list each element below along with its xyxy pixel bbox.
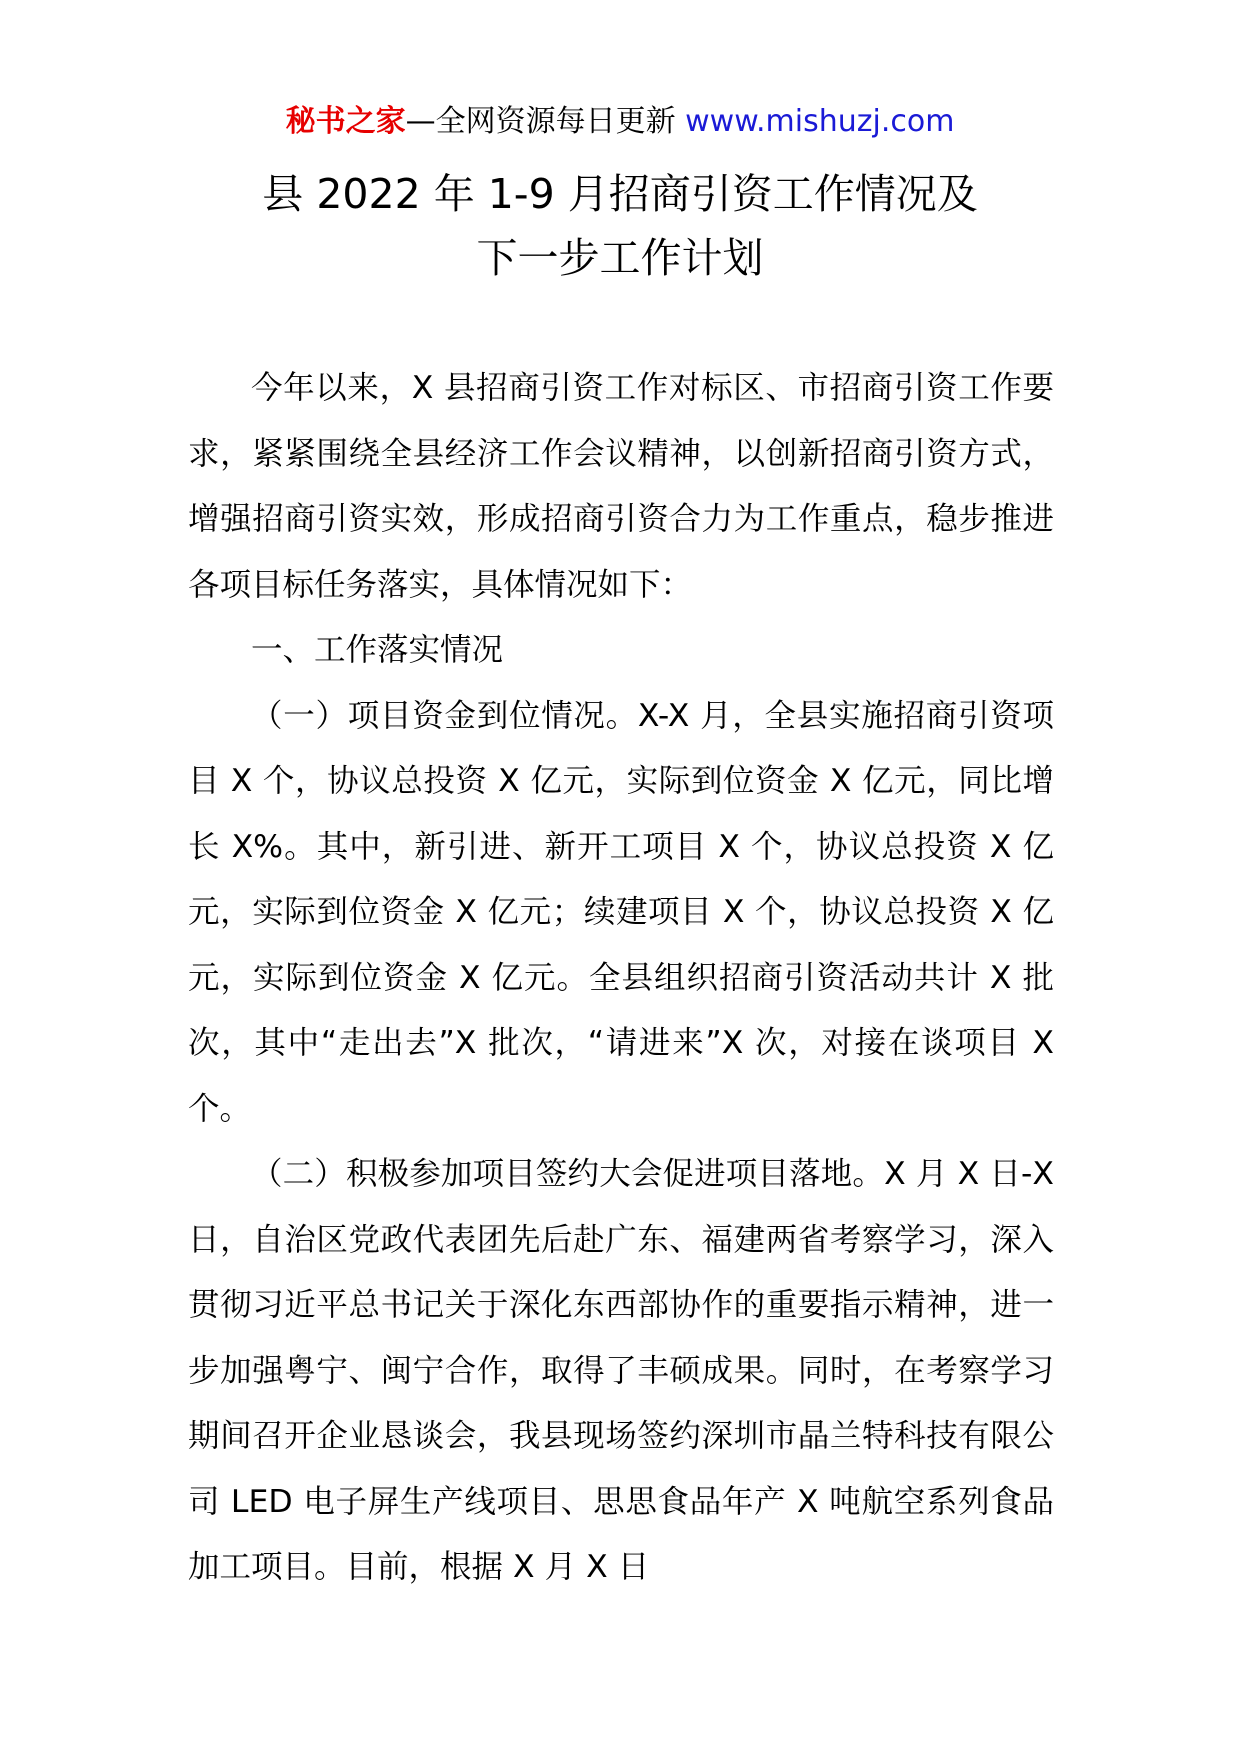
section-heading: 一、工作落实情况	[251, 632, 504, 668]
paragraph-intro: 今年以来，X 县招商引资工作对标区、市招商引资工作要求，紧紧围绕全县经济工作会议精神，以创新招商引资方式，增强招商引资实效，形成招商引资合力为工作重点，稳步推进各项目标任务落实，具体情况如下：	[188, 370, 1054, 603]
site-tagline: —全网资源每日更新	[405, 104, 676, 139]
title-line-2: 下一步工作计划	[476, 234, 764, 282]
document-title	[0, 162, 1240, 290]
paragraph-funding: （一）项目资金到位情况。X-X 月，全县实施招商引资项目 X 个，协议总投资 X 亿元，实际到位资金 X 亿元，同比增长 X%。其中，新引进、新开工项目 X 个，协议总投资 X 亿元，实际到位资金 X 亿元；续建项目 X 个，协议总投资 X 亿元，实际到位资金 X 亿元。全县组织招商引资活动共计 X 批次，其中“走出去”X 批次，“请进来”X 次，对接在谈项目 X 个。	[188, 697, 1054, 1127]
site-url[interactable]: www.mishuzj.com	[685, 104, 955, 139]
document-body	[188, 356, 1054, 1601]
paragraph-signing: （二）积极参加项目签约大会促进项目落地。X 月 X 日-X 日，自治区党政代表团先后赴广东、福建两省考察学习，深入贯彻习近平总书记关于深化东西部协作的重要指示精神，进一步加强粤宁、闽宁合作，取得了丰硕成果。同时，在考察学习期间召开企业恳谈会，我县现场签约深圳市晶兰特科技有限公司 LED 电子屏生产线项目、思思食品年产 X 吨航空系列食品加工项目。目前，根据 X 月 X 日	[188, 1156, 1054, 1585]
site-brand: 秘书之家	[285, 104, 406, 139]
title-line-1: 县 2022 年 1-9 月招商引资工作情况及	[262, 170, 978, 218]
site-header	[0, 102, 1240, 142]
